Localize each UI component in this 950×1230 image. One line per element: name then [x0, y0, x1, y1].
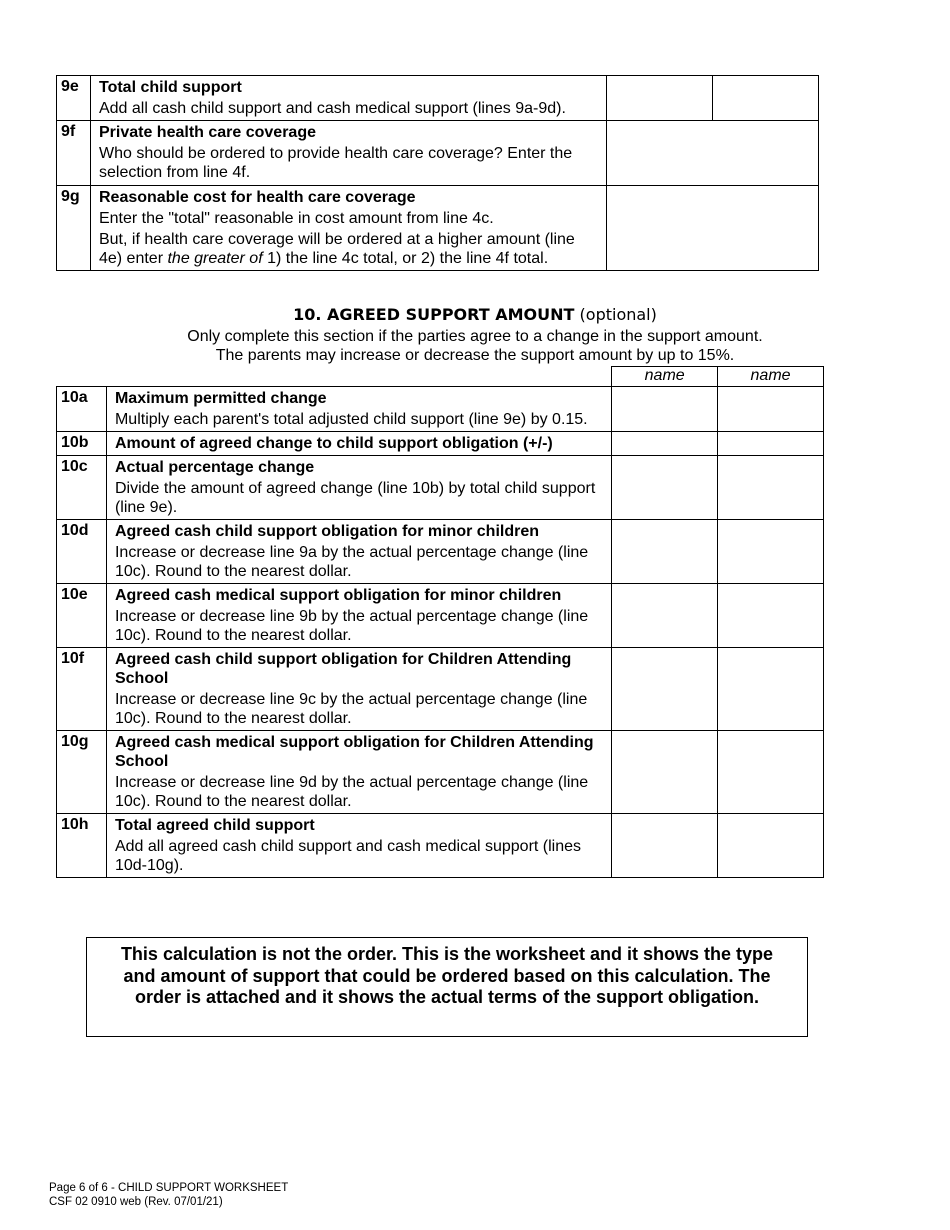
amount-field-parent-1[interactable] — [612, 387, 718, 432]
line-title: Agreed cash medical support obligation for minor children — [114, 587, 562, 604]
line-description — [90, 76, 606, 121]
line-description — [106, 432, 611, 456]
coverage-selection-field[interactable] — [607, 121, 819, 186]
line-instructions-extra: But, if health care coverage will be ordered at a higher amount (line 4e) enter the greater of 1) the line 4c total, or 2) the line 4f total. — [98, 231, 575, 267]
line-instructions: Increase or decrease line 9a by the actual percentage change (line 10c). Round to the nearest dollar. — [114, 544, 589, 580]
line-number: 9f — [57, 121, 91, 186]
notice-box: This calculation is not the order. This is the worksheet and it shows the type and amount of support that could be ordered based on this calculation. The order is attached and it shows the actual terms of the support obligation. — [86, 937, 808, 1037]
line-number: 10a — [57, 387, 107, 432]
line-title: Agreed cash child support obligation for minor children — [114, 523, 539, 540]
column-header-parent-2: name — [718, 367, 824, 387]
line-description — [90, 186, 606, 271]
line-title: Maximum permitted change — [114, 390, 327, 407]
footer-page-info: Page 6 of 6 - CHILD SUPPORT WORKSHEET — [49, 1182, 289, 1194]
line-title: Agreed cash medical support obligation for Children Attending School — [114, 734, 594, 770]
line-instructions: Add all agreed cash child support and cash medical support (lines 10d-10g). — [114, 838, 582, 874]
line-description — [106, 520, 611, 584]
column-header-parent-1: name — [612, 367, 718, 387]
amount-field-parent-1[interactable] — [612, 584, 718, 648]
line-instructions: Increase or decrease line 9b by the actual percentage change (line 10c). Round to the nearest dollar. — [114, 608, 589, 644]
line-number: 10g — [57, 731, 107, 814]
table-row — [57, 76, 819, 121]
table-row — [57, 648, 824, 731]
line-number: 10e — [57, 584, 107, 648]
line-number: 10h — [57, 814, 107, 878]
line-number: 9g — [57, 186, 91, 271]
table-row — [57, 432, 824, 456]
column-header-row — [57, 367, 824, 387]
table-row — [57, 731, 824, 814]
line-instructions: Increase or decrease line 9c by the actual percentage change (line 10c). Round to the nearest dollar. — [114, 691, 588, 727]
line-number: 10c — [57, 456, 107, 520]
section-10-heading: 10. AGREED SUPPORT AMOUNT (optional) — [293, 305, 657, 324]
line-title: Private health care coverage — [98, 124, 316, 141]
line-description — [106, 648, 611, 731]
line-description — [106, 814, 611, 878]
table-row — [57, 121, 819, 186]
amount-field-parent-1[interactable] — [612, 648, 718, 731]
line-description — [90, 121, 606, 186]
line-instructions: Enter the "total" reasonable in cost amount from line 4c. — [98, 210, 494, 227]
line-description — [106, 731, 611, 814]
table-row — [57, 584, 824, 648]
table-row — [57, 520, 824, 584]
amount-field-parent-2[interactable] — [718, 520, 824, 584]
amount-field-parent-2[interactable] — [718, 432, 824, 456]
section-10-intro-line-1: Only complete this section if the parties agree to a change in the support amount. — [187, 328, 763, 345]
table-row — [57, 456, 824, 520]
amount-field-parent-1[interactable] — [612, 814, 718, 878]
line-instructions: Add all cash child support and cash medical support (lines 9a-9d). — [98, 100, 566, 117]
line-description — [106, 387, 611, 432]
line-title: Amount of agreed change to child support obligation (+/-) — [114, 435, 553, 452]
amount-field-parent-2[interactable] — [718, 584, 824, 648]
line-description — [106, 584, 611, 648]
amount-field-parent-2[interactable] — [718, 731, 824, 814]
line-title: Actual percentage change — [114, 459, 315, 476]
line-description — [106, 456, 611, 520]
line-number: 9e — [57, 76, 91, 121]
line-instructions: Who should be ordered to provide health care coverage? Enter the selection from line 4f. — [98, 145, 573, 181]
section-10-intro-line-2: The parents may increase or decrease the support amount by up to 15%. — [215, 347, 735, 364]
amount-field-parent-2[interactable] — [718, 456, 824, 520]
line-title: Agreed cash child support obligation for Children Attending School — [114, 651, 572, 687]
amount-field-parent-1[interactable] — [612, 432, 718, 456]
amount-field-parent-2[interactable] — [718, 814, 824, 878]
amount-field-parent-1[interactable] — [612, 731, 718, 814]
line-number: 10d — [57, 520, 107, 584]
table-row — [57, 186, 819, 271]
line-instructions: Increase or decrease line 9d by the actual percentage change (line 10c). Round to the nearest dollar. — [114, 774, 589, 810]
line-instructions: Multiply each parent's total adjusted child support (line 9e) by 0.15. — [114, 411, 588, 428]
section-10-table — [56, 366, 824, 878]
line-title: Total agreed child support — [114, 817, 315, 834]
table-row — [57, 387, 824, 432]
line-title: Total child support — [98, 79, 242, 96]
amount-field-parent-2[interactable] — [713, 76, 819, 121]
amount-field-parent-1[interactable] — [612, 456, 718, 520]
table-row — [57, 814, 824, 878]
footer-form-id: CSF 02 0910 web (Rev. 07/01/21) — [49, 1196, 223, 1208]
amount-field-parent-1[interactable] — [612, 520, 718, 584]
line-number: 10f — [57, 648, 107, 731]
section-9-table — [56, 75, 819, 271]
amount-field-parent-1[interactable] — [607, 76, 713, 121]
health-care-cost-field[interactable] — [607, 186, 819, 271]
page-footer — [49, 1181, 288, 1209]
amount-field-parent-2[interactable] — [718, 648, 824, 731]
amount-field-parent-2[interactable] — [718, 387, 824, 432]
line-instructions: Divide the amount of agreed change (line 10b) by total child support (line 9e). — [114, 480, 596, 516]
line-title: Reasonable cost for health care coverage — [98, 189, 416, 206]
line-number: 10b — [57, 432, 107, 456]
